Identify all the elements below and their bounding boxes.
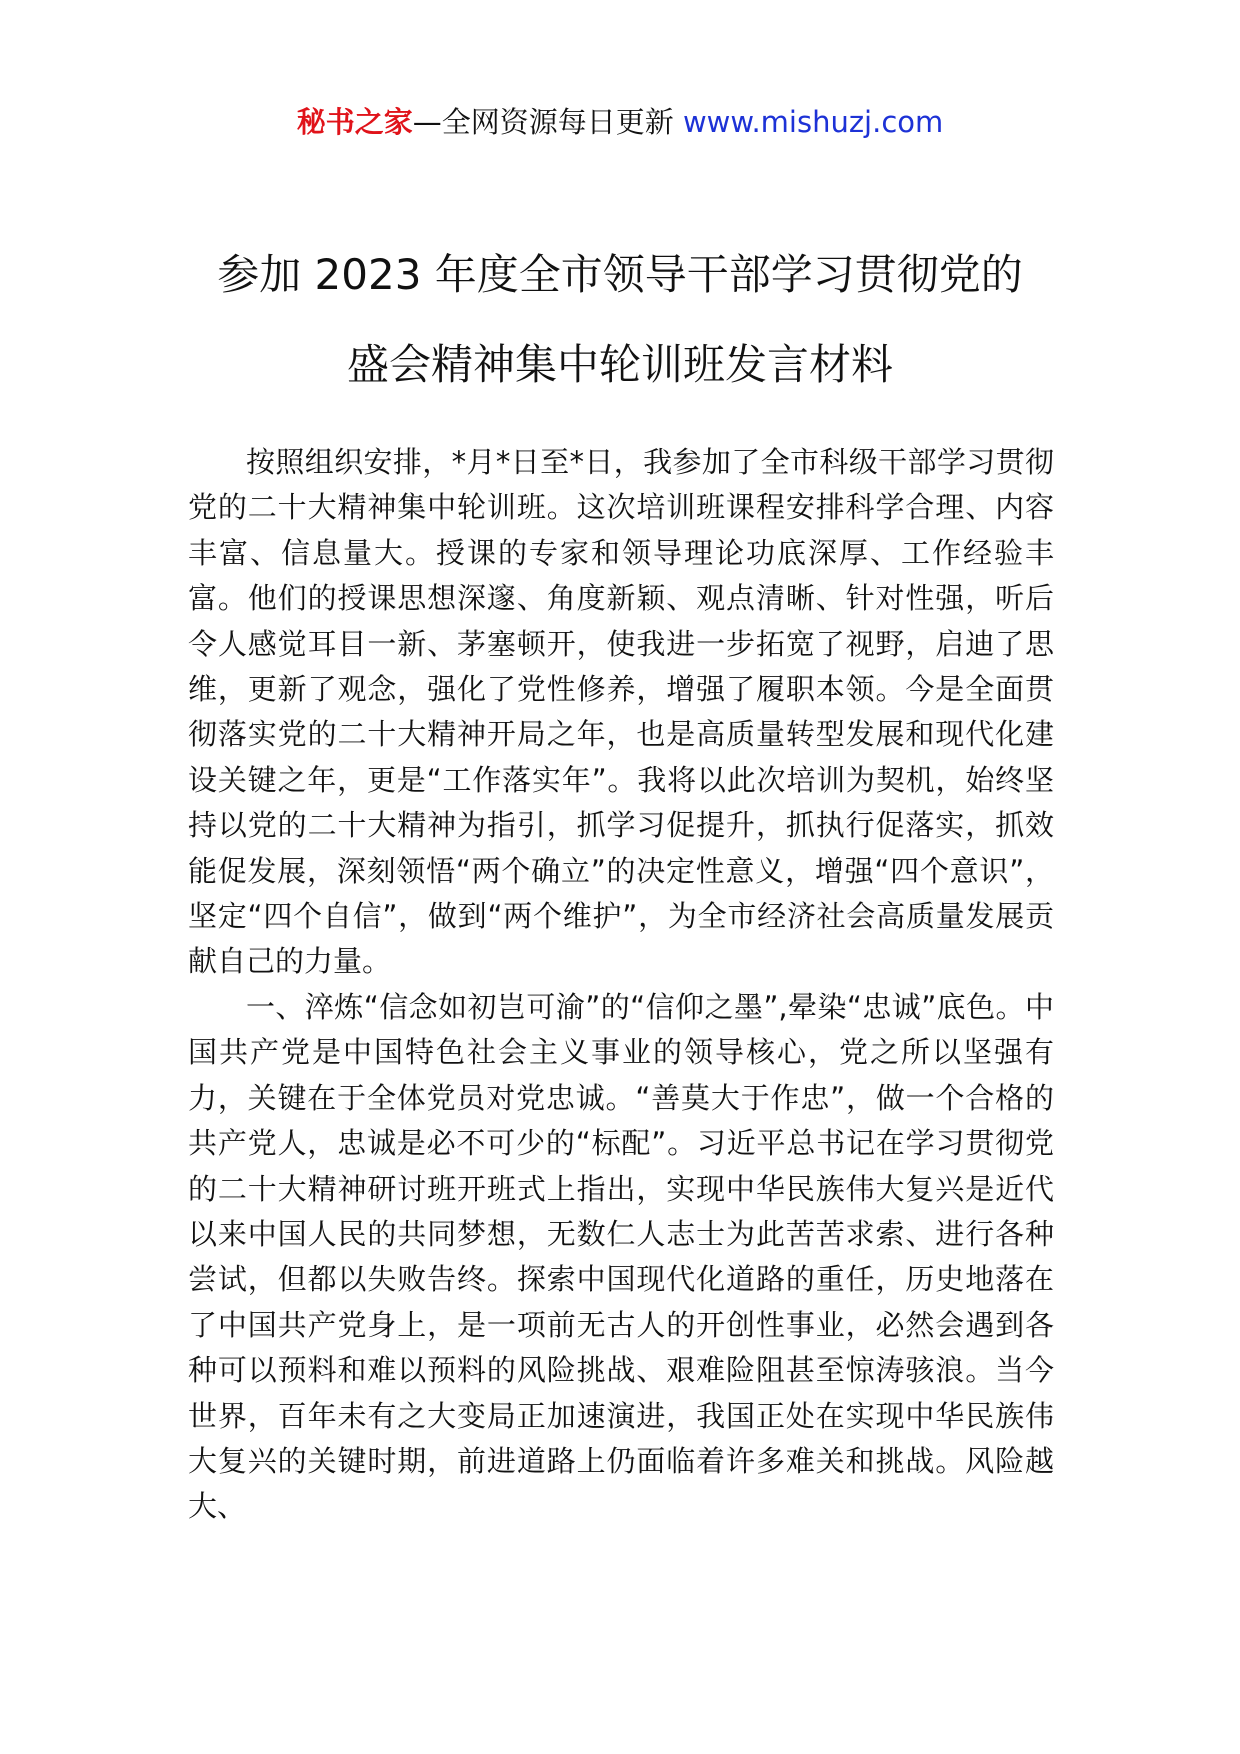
document-title-line-2: 盛会精神集中轮训班发言材料 [346, 340, 893, 389]
header-tagline: —全网资源每日更新 [412, 105, 674, 139]
brand-name: 秘书之家 [296, 105, 413, 139]
site-header [0, 100, 1240, 144]
document-title-line-1: 参加 2023 年度全市领导干部学习贯彻党的 [217, 250, 1023, 299]
document-title [150, 230, 1090, 410]
document-body [188, 440, 1054, 1530]
body-paragraph-1: 按照组织安排，*月*日至*日，我参加了全市科级干部学习贯彻党的二十大精神集中轮训班。这次培训班课程安排科学合理、内容丰富、信息量大。授课的专家和领导理论功底深厚、工作经验丰富。他们的授课思想深邃、角度新颖、观点清晰、针对性强，听后令人感觉耳目一新、茅塞顿开，使我进一步拓宽了视野，启迪了思维，更新了观念，强化了党性修养，增强了履职本领。今是全面贯彻落实党的二十大精神开局之年，也是高质量转型发展和现代化建设关键之年，更是“工作落实年”。我将以此次培训为契机，始终坚持以党的二十大精神为指引，抓学习促提升，抓执行促落实，抓效能促发展，深刻领悟“两个确立”的决定性意义，增强“四个意识”，坚定“四个自信”，做到“两个维护”，为全市经济社会高质量发展贡献自己的力量。 [188, 445, 1054, 979]
site-url-link[interactable]: www.mishuzj.com [682, 105, 944, 139]
body-paragraph-2: 一、淬炼“信念如初岂可渝”的“信仰之墨”,晕染“忠诚”底色。中国共产党是中国特色社会主义事业的领导核心，党之所以坚强有力，关键在于全体党员对党忠诚。“善莫大于作忠”，做一个合格的共产党人，忠诚是必不可少的“标配”。习近平总书记在学习贯彻党的二十大精神研讨班开班式上指出，实现中华民族伟大复兴是近代以来中国人民的共同梦想，无数仁人志士为此苦苦求索、进行各种尝试，但都以失败告终。探索中国现代化道路的重任，历史地落在了中国共产党身上，是一项前无古人的开创性事业，必然会遇到各种可以预料和难以预料的风险挑战、艰难险阻甚至惊涛骇浪。当今世界，百年未有之大变局正加速演进，我国正处在实现中华民族伟大复兴的关键时期，前进道路上仍面临着许多难关和挑战。风险越大、 [188, 989, 1054, 1524]
